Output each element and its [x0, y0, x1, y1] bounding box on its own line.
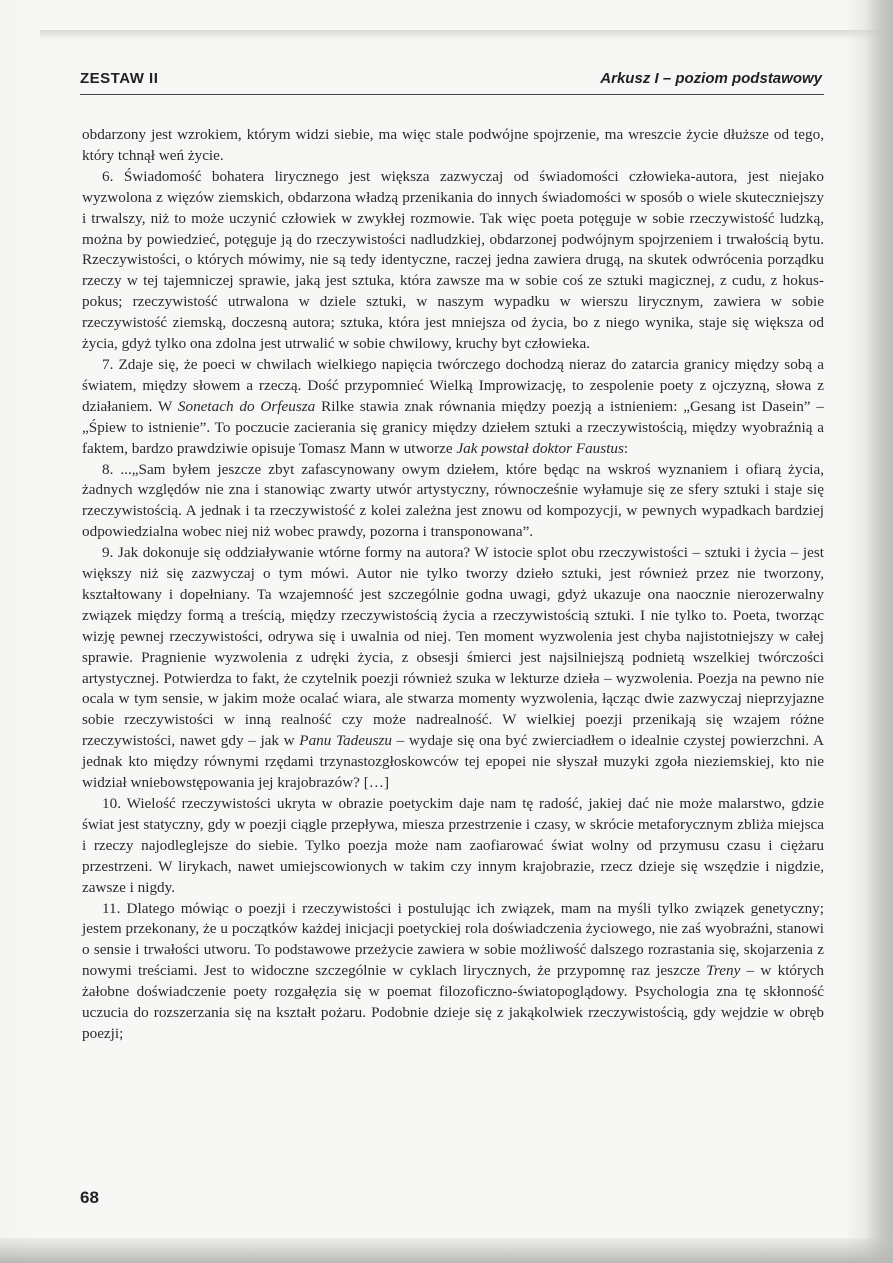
paragraph-6: 6. Świadomość bohatera lirycznego jest większa zazwyczaj od świadomości człowieka-autora, jest niejako wyzwolona z więzów ziemskich, obdarzona władzą przenikania do innych świadomości w sposób o wiele skuteczniejszy i trwalszy, niż to może uczynić człowiek w zwykłej rozmowie. Tak więc poeta potęguje w sobie rzeczywistość ludzką, można by powiedzieć, potęguje ją do rzeczywistości nadludzkiej, obdarzonej podwójnym spojrzeniem i trwałością bytu. Rzeczywistości, o których mówimy, nie są tedy identyczne, raczej jedna zawiera drugą, na skutek odwrócenia porządku rzeczy w tej tajemniczej sprawie, jaką jest sztuka, która zawsze ma w sobie coś ze sztuki magicznej, z cudu, z hokus-pokus; rzeczywistość utrwalona w dziele sztuki, w naszym wypadku w wierszu lirycznym, zawiera w sobie rzeczywistość ziemską, doczesną autora; sztuka, która jest mniejsza od życia, bo z niego wynika, staje się większa od życia, gdyż tylko ona zdolna jest utrwalić w sobie chwilowy, kruchy byt człowieka.	[82, 167, 824, 353]
scan-shadow-right	[865, 0, 893, 1263]
paragraph-10: 10. Wielość rzeczywistości ukryta w obrazie poetyckim daje nam tę radość, jakiej dać nie może malarstwo, gdzie świat jest statyczny, gdy w poezji ciągle przepływa, miesza przestrzenie i czasy, w skrócie metaforycznym zbliża miejsca i rzeczy najodleglejsze do siebie. Tylko poezja może nam zaofiarować świat wolny od przymusu czasu i ciężaru przestrzeni. W lirykach, nawet umiejscowionych w takim czy innym krajobrazie, rzecz dzieje się wszędzie i nigdzie, zawsze i nigdy.	[82, 795, 824, 896]
body-text	[82, 125, 824, 1045]
running-header	[80, 66, 824, 95]
title-pan-tadeusz: Panu Tadeuszu	[299, 732, 392, 750]
paragraph-8: 8. ...„Sam byłem jeszcze zbyt zafascynowany owym dziełem, które będąc na wskroś wyznaniem i ofiarą życia, żadnych względów nie zna i stanowiąc zwarty utwór artystyczny, równocześnie wyłamuje się ze sfery sztuki i staje się rzeczywistością. A jednak i ta rzeczywistość z kolei zależna jest znowu od kompozycji, w pewnych wypadkach bardziej odpowiedzialna wobec niej niż wobec prawdy, pozorna i transponowana”.	[82, 460, 824, 541]
paragraph-7-part-b: Rilke stawia znak równania między poezją a istnieniem: „Gesang ist Dasein” – „Śpiew to istnienie”. To poczucie zacierania się granicy między dziełem sztuki a rzeczywistością, między wyobraźnią a faktem, bardzo prawdziwie opisuje Tomasz Mann w utworze	[82, 397, 824, 457]
header-sheet-label: Arkusz I – poziom podstawowy	[600, 70, 822, 87]
paragraph-11	[82, 899, 824, 1045]
scan-shadow-top	[40, 30, 893, 40]
paragraph-11-part-b: – w których żałobne doświadczenie poety rozgałęzia się w poemat filozoficzno-światopoglądowy. Psychologia zna tę skłonność uczucia do rozszerzania się na kształt pożaru. Podobnie dzieje się z jakąkolwiek rzeczywistością, gdy wejdzie w obręb poezji;	[82, 962, 824, 1042]
title-jak-powstal-doktor-faustus: Jak powstał doktor Faustus	[456, 439, 624, 457]
paragraph-continued: obdarzony jest wzrokiem, którym widzi siebie, ma więc stale podwójne spojrzenie, ma wreszcie życie dłuższe od tego, który tchnął weń życie.	[82, 126, 824, 164]
title-sonety-do-orfeusza: Sonetach do Orfeusza	[177, 397, 316, 415]
paragraph-9-part-a: 9. Jak dokonuje się oddziaływanie wtórne formy na autora? W istocie splot obu rzeczywistości – sztuki i życia – jest większy niż się zazwyczaj o tym mówi. Autor nie tylko tworzy dzieło sztuki, jest również przez nie tworzony, kształtowany i dopełniany. Ta wzajemność jest szczególnie godna uwagi, gdyż ukazuje ona naocznie nierozerwalny związek między formą a treścią, między rzeczywistością życia a rzeczywistością sztuki. I nie tylko to. Poeta, tworząc wizję pewnej rzeczywistości, odrywa się i uwalnia od niej. Ten moment wyzwolenia jest chyba najistotniejszy w całej sprawie. Pragnienie wyzwolenia z udręki życia, z obsesji śmierci jest najsilniejszą podnietą wszelkiej twórczości artystycznej. Potwierdza to fakt, że czytelnik poezji również szuka w lekturze dzieła – wyzwolenia. Poezja na pewno nie ocala w tym sensie, w jakim może ocalać wiara, ale stwarza momenty wyzwolenia, łącząc dwie zazwyczaj nieprzyjazne sobie rzeczywistości w inną realność czy może nadrealność. W wielkiej poezji przenikają się wzajem różne rzeczywistości, nawet gdy – jak w	[82, 544, 824, 750]
paragraph-7	[82, 355, 824, 460]
paragraph-11-part-a: 11. Dlatego mówiąc o poezji i rzeczywistości i postulując ich związek, mam na myśli tylko związek genetyczny; jestem przekonany, że u początków każdej inicjacji poetyckiej rola doświadczenia życiowego, nie zaś wyobraźni, stanowi o sensie i trwałości utworu. To podstawowe przeżycie zawiera w sobie możliwość dalszego rozrastania się, skojarzenia z nowymi treściami. Jest to widoczne szczególnie w cyklach lirycznych, że przypomnę raz jeszcze	[82, 899, 824, 980]
paragraph-9-part-b: – wydaje się ona być zwierciadłem o idealnie czystej powierzchni. A jednak kto między równymi rzędami trzynastozgłoskowców tej epopei nie słyszał muzyki zgoła nieziemskiej, kto nie widział wniebowstępowania jej krajobrazów? […]	[82, 732, 825, 792]
paragraph-7-part-a: 7. Zdaje się, że poeci w chwilach wielkiego napięcia twórczego dochodzą nieraz do zatarcia granicy między sobą a światem, między słowem a rzeczą. Dość przypomnieć Wielką Improwizację, to zespolenie poety z ojczyzną, słowa z działaniem. W	[82, 355, 824, 415]
page-number: 68	[80, 1188, 99, 1207]
title-treny: Treny	[706, 962, 741, 980]
paragraph-7-part-c: :	[623, 439, 629, 457]
paragraph-9	[82, 543, 824, 794]
header-set-label: ZESTAW II	[80, 70, 159, 87]
scan-shadow-bottom	[0, 1238, 893, 1263]
